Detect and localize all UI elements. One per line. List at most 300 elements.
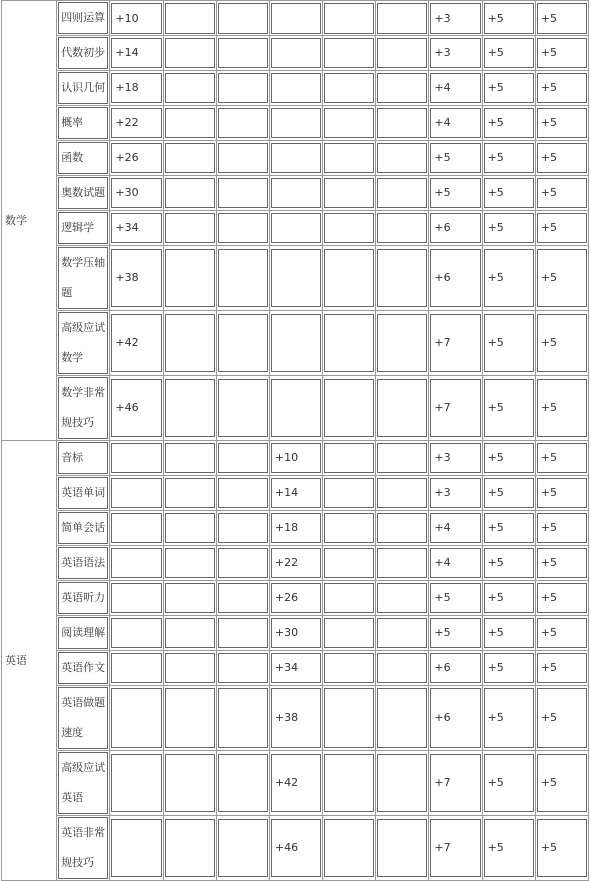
value-text: +5 (537, 379, 587, 437)
value-cell (429, 246, 482, 311)
value-text: +5 (537, 3, 587, 34)
value-text: +46 (111, 379, 161, 437)
value-cell (164, 176, 217, 211)
value-cell (217, 1, 270, 36)
topic-label: 英语非常规技巧 (58, 817, 108, 879)
value-cell (270, 311, 323, 376)
value-text (165, 583, 215, 613)
value-cell (536, 211, 589, 246)
topic-label: 音标 (58, 442, 108, 474)
value-text (324, 754, 374, 812)
value-text (324, 3, 374, 34)
value-cell (483, 176, 536, 211)
value-cell (323, 686, 376, 751)
value-cell (270, 106, 323, 141)
value-text (111, 754, 161, 812)
table-row (2, 106, 589, 141)
value-cell (429, 71, 482, 106)
value-cell (483, 476, 536, 511)
value-cell (110, 476, 163, 511)
topic-label: 英语语法 (58, 547, 108, 579)
value-text: +5 (537, 249, 587, 307)
value-cell (429, 581, 482, 616)
value-text (271, 213, 321, 243)
value-cell (164, 651, 217, 686)
value-text (218, 583, 268, 613)
value-text (165, 314, 215, 372)
value-text: +5 (430, 178, 480, 208)
value-cell (376, 651, 429, 686)
value-cell (164, 141, 217, 176)
value-cell (429, 1, 482, 36)
value-cell (536, 246, 589, 311)
value-cell (376, 211, 429, 246)
value-cell (376, 686, 429, 751)
value-cell (483, 686, 536, 751)
value-text (165, 653, 215, 683)
value-text (165, 443, 215, 473)
value-text (377, 513, 427, 543)
value-cell (110, 546, 163, 581)
topic-label: 奥数试题 (58, 177, 108, 209)
topic-cell (57, 141, 110, 176)
value-text (218, 754, 268, 812)
value-text (111, 618, 161, 648)
value-text (218, 38, 268, 68)
topic-cell (57, 106, 110, 141)
value-text (377, 548, 427, 578)
value-text: +38 (111, 249, 161, 307)
value-cell (323, 651, 376, 686)
value-cell (110, 511, 163, 546)
topic-cell (57, 36, 110, 71)
value-cell (323, 376, 376, 441)
topic-cell (57, 616, 110, 651)
value-cell (270, 71, 323, 106)
value-text (218, 3, 268, 34)
value-cell (536, 751, 589, 816)
value-cell (483, 651, 536, 686)
value-text: +26 (271, 583, 321, 613)
value-cell (270, 246, 323, 311)
value-text (218, 143, 268, 173)
value-text: +4 (430, 73, 480, 103)
value-cell (270, 511, 323, 546)
value-cell (376, 546, 429, 581)
topic-cell (57, 246, 110, 311)
value-cell (376, 616, 429, 651)
value-cell (217, 651, 270, 686)
value-text (165, 178, 215, 208)
value-text: +5 (484, 178, 534, 208)
value-cell (270, 751, 323, 816)
value-text (165, 548, 215, 578)
value-text: +26 (111, 143, 161, 173)
topic-label: 高级应试英语 (58, 752, 108, 814)
value-text (218, 249, 268, 307)
value-text: +5 (537, 819, 587, 877)
value-text (271, 379, 321, 437)
value-cell (323, 36, 376, 71)
value-cell (217, 71, 270, 106)
value-text: +5 (484, 819, 534, 877)
value-text (377, 249, 427, 307)
value-cell (270, 1, 323, 36)
value-text: +5 (484, 443, 534, 473)
value-text: +34 (111, 213, 161, 243)
value-text (377, 618, 427, 648)
table-row (2, 71, 589, 106)
value-cell (483, 36, 536, 71)
value-cell (323, 816, 376, 881)
value-text (377, 819, 427, 877)
value-text (377, 754, 427, 812)
value-text (271, 314, 321, 372)
value-cell (483, 311, 536, 376)
value-text (165, 754, 215, 812)
value-text (377, 38, 427, 68)
value-text: +3 (430, 3, 480, 34)
value-text (218, 653, 268, 683)
value-text (271, 3, 321, 34)
value-text: +14 (111, 38, 161, 68)
value-text (324, 513, 374, 543)
topic-cell (57, 1, 110, 36)
value-text: +6 (430, 688, 480, 748)
value-text: +5 (484, 618, 534, 648)
topic-cell (57, 751, 110, 816)
value-cell (376, 581, 429, 616)
value-cell (164, 1, 217, 36)
value-cell (376, 246, 429, 311)
value-cell (270, 546, 323, 581)
topic-label: 数学非常规技巧 (58, 377, 108, 439)
value-cell (483, 751, 536, 816)
value-cell (110, 36, 163, 71)
table-row (2, 176, 589, 211)
value-cell (110, 581, 163, 616)
value-text: +6 (430, 213, 480, 243)
topic-cell (57, 816, 110, 881)
table-row (2, 376, 589, 441)
value-cell (429, 816, 482, 881)
value-cell (536, 311, 589, 376)
value-text: +5 (430, 143, 480, 173)
value-text (324, 143, 374, 173)
value-text: +5 (537, 443, 587, 473)
value-text (271, 143, 321, 173)
value-cell (536, 1, 589, 36)
value-text (218, 108, 268, 138)
value-text: +5 (537, 213, 587, 243)
value-cell (376, 71, 429, 106)
value-text: +5 (484, 38, 534, 68)
value-cell (270, 141, 323, 176)
value-cell (110, 311, 163, 376)
value-cell (323, 106, 376, 141)
value-text: +7 (430, 819, 480, 877)
value-cell (429, 176, 482, 211)
value-cell (323, 141, 376, 176)
value-cell (323, 751, 376, 816)
topic-label: 认识几何 (58, 72, 108, 104)
value-cell (110, 176, 163, 211)
value-cell (536, 71, 589, 106)
topic-label: 英语作文 (58, 652, 108, 684)
value-cell (164, 476, 217, 511)
value-cell (376, 441, 429, 476)
value-text: +38 (271, 688, 321, 748)
value-text: +5 (537, 513, 587, 543)
topic-cell (57, 376, 110, 441)
value-cell (536, 616, 589, 651)
table-body (2, 1, 589, 881)
value-cell (429, 441, 482, 476)
value-text (324, 618, 374, 648)
value-text (111, 548, 161, 578)
value-cell (164, 71, 217, 106)
value-cell (164, 751, 217, 816)
value-cell (110, 71, 163, 106)
value-cell (217, 476, 270, 511)
value-text (218, 688, 268, 748)
value-cell (376, 816, 429, 881)
value-text (324, 653, 374, 683)
value-text (324, 249, 374, 307)
value-cell (217, 211, 270, 246)
value-text: +30 (271, 618, 321, 648)
value-cell (217, 246, 270, 311)
value-cell (217, 36, 270, 71)
value-text: +42 (271, 754, 321, 812)
table-row (2, 651, 589, 686)
value-cell (323, 546, 376, 581)
value-cell (323, 311, 376, 376)
value-cell (536, 376, 589, 441)
value-text: +5 (484, 379, 534, 437)
value-text: +7 (430, 314, 480, 372)
value-text (165, 38, 215, 68)
value-text (324, 688, 374, 748)
value-text: +22 (111, 108, 161, 138)
value-cell (429, 511, 482, 546)
value-cell (536, 441, 589, 476)
value-cell (110, 376, 163, 441)
value-cell (376, 106, 429, 141)
value-text (377, 143, 427, 173)
value-text: +5 (537, 73, 587, 103)
value-text: +5 (430, 583, 480, 613)
value-text (165, 143, 215, 173)
value-cell (110, 141, 163, 176)
value-cell (483, 106, 536, 141)
value-text: +5 (484, 314, 534, 372)
subject-label: 英语 (5, 653, 27, 667)
value-text (165, 819, 215, 877)
topic-cell (57, 651, 110, 686)
value-cell (110, 441, 163, 476)
value-text (377, 688, 427, 748)
value-text (324, 178, 374, 208)
value-cell (429, 546, 482, 581)
value-cell (110, 106, 163, 141)
value-text: +4 (430, 108, 480, 138)
value-text (324, 108, 374, 138)
value-cell (270, 211, 323, 246)
value-cell (429, 376, 482, 441)
value-cell (536, 106, 589, 141)
value-text (377, 583, 427, 613)
value-cell (323, 1, 376, 36)
value-text: +5 (484, 688, 534, 748)
value-cell (376, 751, 429, 816)
value-text (218, 73, 268, 103)
value-cell (217, 106, 270, 141)
topic-label: 概率 (58, 107, 108, 139)
topic-label: 逻辑学 (58, 212, 108, 244)
value-text: +5 (484, 213, 534, 243)
value-cell (429, 476, 482, 511)
value-text: +5 (484, 73, 534, 103)
value-cell (110, 211, 163, 246)
value-cell (164, 546, 217, 581)
value-text: +5 (484, 754, 534, 812)
value-cell (483, 141, 536, 176)
table-row (2, 581, 589, 616)
value-text (377, 443, 427, 473)
table-row (2, 246, 589, 311)
value-cell (217, 816, 270, 881)
value-text (218, 314, 268, 372)
value-text (324, 819, 374, 877)
value-text: +30 (111, 178, 161, 208)
value-text (377, 213, 427, 243)
topic-label: 阅读理解 (58, 617, 108, 649)
value-cell (536, 651, 589, 686)
topic-cell (57, 511, 110, 546)
value-text (218, 478, 268, 508)
value-text (271, 38, 321, 68)
value-cell (270, 581, 323, 616)
value-cell (217, 141, 270, 176)
topic-cell (57, 546, 110, 581)
value-text (271, 249, 321, 307)
topic-cell (57, 441, 110, 476)
value-cell (536, 511, 589, 546)
value-text (111, 653, 161, 683)
value-cell (110, 246, 163, 311)
topic-label: 英语单词 (58, 477, 108, 509)
value-cell (536, 141, 589, 176)
value-text: +10 (271, 443, 321, 473)
value-text (377, 379, 427, 437)
value-text (111, 478, 161, 508)
topic-cell (57, 211, 110, 246)
value-text (165, 688, 215, 748)
value-cell (376, 311, 429, 376)
value-cell (323, 246, 376, 311)
value-cell (110, 751, 163, 816)
value-text (271, 73, 321, 103)
value-text (218, 819, 268, 877)
value-cell (429, 651, 482, 686)
value-cell (376, 376, 429, 441)
value-cell (376, 511, 429, 546)
value-text: +5 (537, 548, 587, 578)
value-cell (536, 36, 589, 71)
table-row (2, 441, 589, 476)
value-cell (164, 211, 217, 246)
value-text: +5 (430, 618, 480, 648)
value-cell (270, 376, 323, 441)
value-text: +5 (484, 478, 534, 508)
value-text: +5 (537, 653, 587, 683)
value-text: +5 (537, 583, 587, 613)
value-cell (110, 1, 163, 36)
value-text (218, 548, 268, 578)
value-text (324, 379, 374, 437)
topic-label: 数学压轴题 (58, 247, 108, 309)
value-text (324, 478, 374, 508)
value-text: +22 (271, 548, 321, 578)
value-cell (483, 616, 536, 651)
value-cell (110, 816, 163, 881)
value-text (377, 73, 427, 103)
value-cell (217, 686, 270, 751)
value-cell (483, 376, 536, 441)
value-cell (536, 176, 589, 211)
value-cell (164, 581, 217, 616)
value-cell (217, 376, 270, 441)
value-cell (376, 141, 429, 176)
value-text: +5 (484, 108, 534, 138)
value-cell (217, 616, 270, 651)
value-text (165, 513, 215, 543)
topic-label: 简单会话 (58, 512, 108, 544)
topic-cell (57, 581, 110, 616)
value-text (218, 379, 268, 437)
value-text: +5 (537, 143, 587, 173)
value-cell (270, 816, 323, 881)
value-text (111, 688, 161, 748)
value-text: +5 (537, 618, 587, 648)
value-text: +5 (484, 513, 534, 543)
value-cell (376, 476, 429, 511)
value-text: +6 (430, 249, 480, 307)
value-cell (164, 686, 217, 751)
value-cell (483, 546, 536, 581)
topic-label: 四则运算 (58, 2, 108, 34)
value-cell (164, 311, 217, 376)
value-cell (217, 751, 270, 816)
value-cell (323, 616, 376, 651)
value-cell (483, 511, 536, 546)
value-text: +7 (430, 379, 480, 437)
value-text: +42 (111, 314, 161, 372)
value-cell (483, 71, 536, 106)
value-text: +6 (430, 653, 480, 683)
value-cell (536, 686, 589, 751)
value-cell (323, 511, 376, 546)
table-row (2, 36, 589, 71)
value-cell (376, 1, 429, 36)
value-text (165, 379, 215, 437)
value-text: +34 (271, 653, 321, 683)
value-cell (164, 36, 217, 71)
value-text: +5 (537, 478, 587, 508)
topic-label: 代数初步 (58, 37, 108, 69)
table-row (2, 686, 589, 751)
